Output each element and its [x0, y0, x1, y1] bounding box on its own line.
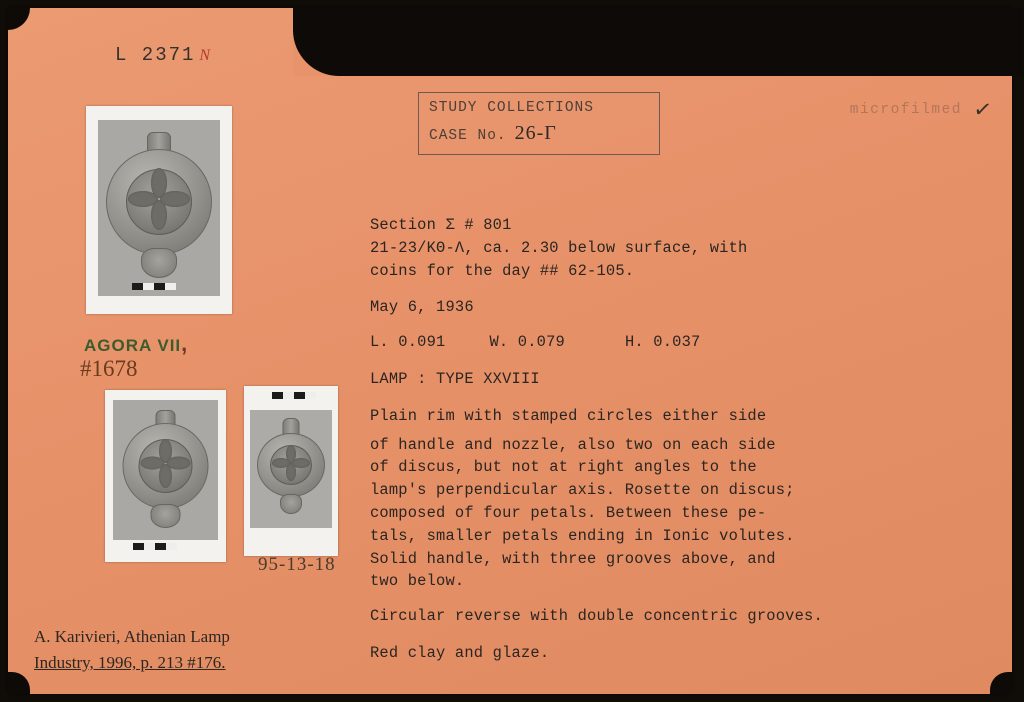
photo-plate	[113, 400, 218, 540]
check-mark-icon: ✓	[972, 95, 992, 126]
record-description-line-6: tals, smaller petals ending in Ionic volutes.	[370, 526, 795, 545]
record-height: H. 0.037	[625, 333, 701, 352]
record-type: LAMP : TYPE XXVIII	[370, 369, 540, 388]
lamp-oblique-view-photo	[244, 386, 338, 556]
lamp-rosette-petal	[128, 191, 158, 207]
record-length: L. 0.091	[370, 333, 446, 352]
lamp-nozzle	[280, 494, 302, 514]
catalogue-number-mark: N	[199, 47, 213, 64]
record-description-block	[370, 434, 990, 594]
photo-scale-bar	[133, 543, 177, 550]
agora-reference-annotation	[84, 331, 188, 357]
photo-plate	[98, 120, 220, 296]
lamp-illustration	[113, 400, 218, 540]
lamp-nozzle	[151, 504, 181, 528]
stamp-case-label: CASE No.	[429, 128, 507, 145]
catalogue-card	[8, 8, 1012, 694]
lamp-rosette-petal	[167, 457, 191, 470]
lamp-illustration	[250, 410, 332, 528]
card-corner-bottom-right	[990, 672, 1012, 694]
microfilmed-label: microfilmed	[849, 102, 962, 118]
inventory-number-annotation: #1678	[80, 356, 138, 381]
lamp-rosette-petal	[292, 458, 310, 468]
record-section-block	[370, 214, 990, 282]
agora-reference-text: AGORA VII	[84, 336, 182, 355]
bibliography-line-1: A. Karivieri, Athenian Lamp	[34, 627, 230, 646]
typed-record	[370, 214, 990, 665]
bibliography-line-2: Industry, 1996, p. 213 #176.	[34, 653, 226, 673]
negative-number-annotation: 95-13-18	[258, 554, 336, 575]
photo-scale-bar	[132, 283, 176, 290]
card-corner-top-left	[8, 8, 30, 30]
lamp-top-view-photo-secondary	[105, 390, 226, 562]
catalogue-number-text: L 2371	[115, 44, 196, 66]
record-fabric: Red clay and glaze.	[370, 643, 550, 662]
stamp-title: STUDY COLLECTIONS	[429, 100, 594, 116]
record-description-line-3: of discus, but not at right angles to the	[370, 458, 757, 477]
agora-reference-comma: ,	[181, 331, 189, 356]
lamp-rosette-petal	[272, 458, 290, 468]
record-description-line-4: lamp's perpendicular axis. Rosette on discus;	[370, 481, 795, 500]
photo-plate	[250, 410, 332, 528]
study-collections-stamp	[418, 92, 660, 155]
record-width: W. 0.079	[489, 333, 565, 352]
lamp-illustration	[98, 120, 220, 296]
lamp-nozzle	[141, 248, 177, 278]
record-description-line-7: Solid handle, with three grooves above, and	[370, 549, 776, 568]
lamp-rosette-petal	[141, 457, 165, 470]
folder-tab-cut	[293, 8, 1023, 76]
record-context-line-2: coins for the day ## 62-105.	[370, 261, 635, 280]
record-context-line-1: 21-23/KΘ-Λ, ca. 2.30 below surface, with	[370, 238, 748, 257]
record-description-line-5: composed of four petals. Between these pe-	[370, 503, 767, 522]
record-description-line-2: of handle and nozzle, also two on each side	[370, 435, 776, 454]
stamp-case-row	[429, 119, 651, 148]
record-description-line-8: two below.	[370, 572, 465, 591]
record-dimensions	[370, 331, 990, 354]
record-date: May 6, 1936	[370, 298, 474, 317]
photo-scale-bar	[272, 392, 316, 399]
bibliography-annotation	[34, 624, 334, 677]
stamp-case-value: 26-Γ	[514, 122, 557, 145]
record-section: Section Σ # 801	[370, 216, 512, 234]
record-description-line-1: Plain rim with stamped circles either side	[370, 406, 767, 425]
lamp-rosette-petal	[160, 191, 190, 207]
record-reverse: Circular reverse with double concentric grooves.	[370, 607, 823, 626]
lamp-top-view-photo	[86, 106, 232, 314]
card-corner-bottom-left	[8, 672, 30, 694]
catalogue-number	[115, 44, 212, 66]
